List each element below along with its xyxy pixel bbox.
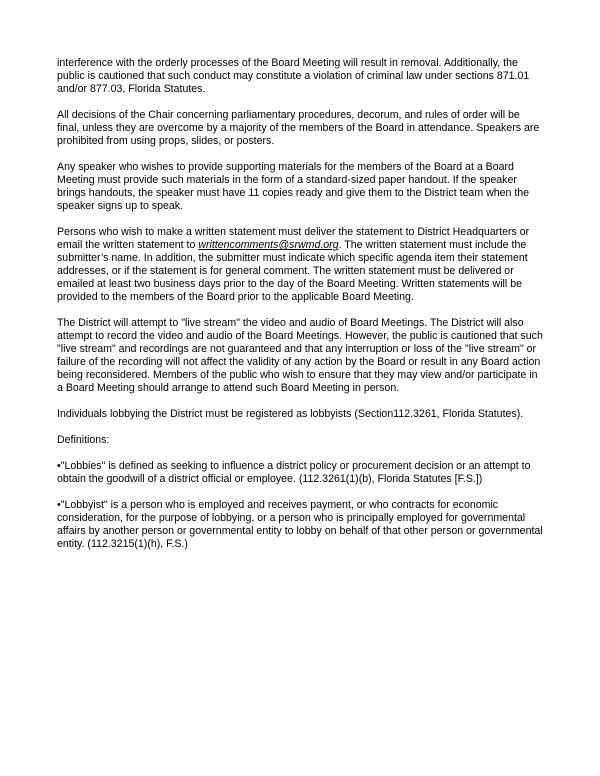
paragraph-supporting-materials: Any speaker who wishes to provide supporting materials for the members of the Board at a Board Meeting must provide such materials in the form of a standard-sized paper handout. If the speaker brings handouts, the speaker must have 11 copies ready and give them to the District team when the speaker signs up to speak. [57, 161, 530, 212]
paragraph-written-statement [57, 226, 545, 304]
definition-item-lobbies [57, 460, 545, 486]
written-comments-email-link[interactable]: writtencomments@srwmd.org [198, 239, 339, 251]
paragraph-live-stream: The District will attempt to "live stream" the video and audio of Board Meetings. The District will also attempt to record the video and audio of the Board Meetings. However, the public is cautioned that such "live stream" and recordings are not guaranteed and that any interruption or loss of the "live stream" or failure of the recording will not affect the validity of any action by the Board or result in any Board action being reconsidered. Members of the public who wish to ensure that they may view and/or participate in a Board Meeting should arrange to attend such Board Meeting in person. [57, 317, 543, 394]
paragraph-chair-decisions: All decisions of the Chair concerning parliamentary procedures, decorum, and rules of order will be final, unless they are overcome by a majority of the members of the Board in attendance. Speakers are prohibited from using props, slides, or posters. [57, 109, 540, 147]
document-body [57, 57, 545, 551]
bullet-icon: • [57, 499, 61, 511]
definitions-heading: Definitions: [57, 434, 110, 446]
written-statement-text-after-email: . The written statement must include the submitter’s name. In addition, the submitter must indicate which specific agenda item their statement addresses, or if the statement is for general comment. The written statement must be delivered or emailed at least two business days prior to the day of the Board Meeting. Written statements will be provided to the members of the Board prior to the applicable Board Meeting. [57, 239, 528, 303]
definition-lobbyist-text: "Lobbyist" is a person who is employed and receives payment, or who contracts for economic consideration, for the purpose of lobbying, or a person who is principally employed for governmental affairs by another person or governmental entity to lobby on behalf of that other person or governmental entity. (112.3215(1)(h), F.S.) [57, 499, 543, 550]
definition-item-lobbyist [57, 499, 545, 551]
written-statement-text-before-email: Persons who wish to make a written statement must deliver the statement to District Headquarters or email the written statement to [57, 226, 530, 251]
bullet-icon: • [57, 460, 61, 472]
paragraph-lobbyist-registration: Individuals lobbying the District must be registered as lobbyists (Section112.3261, Florida Statutes). [57, 408, 524, 420]
definition-lobbies-text: "Lobbies" is defined as seeking to influence a district policy or procurement decision or an attempt to obtain the goodwill of a district official or employee. (112.3261(1)(b), Florida Statutes [F.S.]) [57, 460, 531, 485]
paragraph-removal-notice: interference with the orderly processes of the Board Meeting will result in removal. Additionally, the public is cautioned that such conduct may constitute a violation of criminal law under sections 871.01 and/or 877.03, Florida Statutes. [57, 57, 530, 95]
